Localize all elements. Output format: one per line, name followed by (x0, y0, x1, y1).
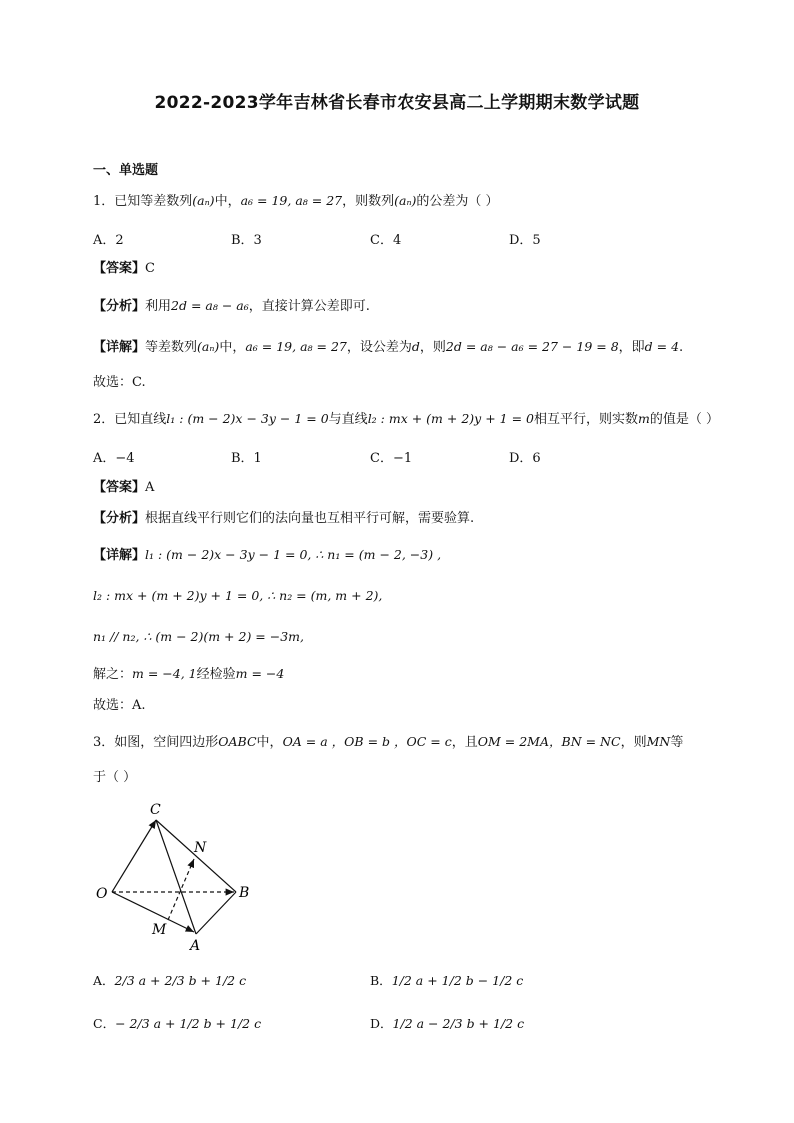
q1-condition: a₆ = 19, a₈ = 27 (240, 193, 343, 208)
solve-roots: m = −4, 1 (132, 666, 197, 681)
q3-option-d (370, 1014, 524, 1032)
q2-detail-line-2: l₂ : mx + (m + 2)y + 1 = 0, ∴ n₂ = (m, m + 2), (93, 588, 383, 603)
detail-math-3: d = 4 (644, 339, 680, 354)
label-c: C (150, 802, 161, 818)
q1-stem-text-d: 的公差为（ ） (416, 194, 499, 209)
option-label: D． (370, 1016, 393, 1031)
q2-detail-line-1 (93, 546, 441, 565)
answer-value: A (145, 480, 155, 495)
q3-conditions: OM = 2MA，BN = NC (477, 734, 621, 749)
q2-stem-text-c: 相互平行，则实数 (533, 412, 638, 427)
label-o: O (96, 886, 108, 902)
q1-seq-2: (aₙ) (394, 193, 417, 208)
q1-seq: (aₙ) (192, 193, 215, 208)
solve-label: 解之： (93, 667, 133, 682)
q3-tetrahedron-figure (88, 796, 268, 956)
q3-stem-text-a: 3．如图，空间四边形 (93, 735, 219, 750)
q1-analysis (93, 297, 370, 316)
analysis-math: 2d = a₈ − a₆ (171, 298, 249, 313)
option-expr: 1/2 a − 2/3 b + 1/2 c (392, 1016, 525, 1031)
q3-var-oabc: OABC (218, 734, 257, 749)
detail-math-1: a₆ = 19, a₈ = 27 (245, 339, 347, 354)
q3-vectors: OA = a ，OB = b ，OC = c (282, 734, 452, 749)
q3-stem-text-b: 中， (256, 735, 283, 750)
option-label: C． (93, 1016, 116, 1031)
q2-stem-text-b: 与直线 (328, 412, 368, 427)
q1-detail (93, 338, 683, 357)
label-m: M (152, 922, 167, 938)
detail-math-1: l₁ : (m − 2)x − 3y − 1 = 0, ∴ n₁ = (m − 2, −3) , (145, 547, 442, 562)
q1-stem-text-a: 1．已知等差数列 (93, 194, 193, 209)
option-label: B． (370, 973, 392, 988)
q3-stem (93, 733, 683, 752)
analysis-label: 【分析】 (93, 511, 146, 526)
q1-option-c: C．4 (370, 233, 402, 248)
verify-result: m = −4 (235, 666, 285, 681)
q3-stem-line-2: 于（ ） (93, 770, 137, 785)
q2-option-a: A．−4 (93, 451, 135, 466)
detail-math-2: 2d = a₈ − a₆ = 27 − 19 = 8 (445, 339, 619, 354)
edge-oc (112, 820, 156, 892)
label-a: A (190, 938, 201, 954)
q3-stem-text-d: ，则 (620, 735, 647, 750)
edge-ab (196, 892, 236, 934)
q3-option-c (93, 1014, 261, 1032)
q2-line-l2: l₂ : mx + (m + 2)y + 1 = 0 (367, 411, 534, 426)
q2-line-l1: l₁ : (m − 2)x − 3y − 1 = 0 (166, 411, 329, 426)
detail-text-e: ，则 (419, 340, 446, 355)
q2-stem (93, 410, 719, 429)
option-label: A． (93, 973, 115, 988)
q1-answer (93, 260, 155, 278)
answer-label: 【答案】 (93, 480, 146, 495)
q1-option-b: B．3 (231, 233, 262, 248)
analysis-text-b: ，直接计算公差即可. (248, 299, 370, 314)
q2-stem-text-a: 2．已知直线 (93, 412, 167, 427)
q1-option-d: D．5 (509, 233, 541, 248)
detail-text-g: . (679, 340, 684, 355)
detail-label: 【详解】 (93, 548, 146, 563)
verify-label: 经检验 (196, 667, 236, 682)
answer-label: 【答案】 (93, 261, 146, 276)
q3-vector-mn: MN (646, 734, 671, 749)
document-title: 2022-2023学年吉林省长春市农安县高二上学期期末数学试题 (154, 93, 640, 113)
analysis-text: 根据直线平行则它们的法向量也互相平行可解，需要验算. (145, 511, 475, 526)
q2-var-m: m (637, 411, 650, 426)
q2-detail-line-3: n₁ // n₂, ∴ (m − 2)(m + 2) = −3m, (93, 629, 304, 644)
option-expr: 1/2 a + 1/2 b − 1/2 c (391, 973, 524, 988)
q2-option-d: D．6 (509, 451, 541, 466)
detail-var-d: d (411, 339, 420, 354)
q2-option-b: B．1 (231, 451, 262, 466)
detail-seq: (aₙ) (197, 339, 220, 354)
option-expr: − 2/3 a + 1/2 b + 1/2 c (115, 1016, 262, 1031)
section-heading: 一、单选题 (93, 163, 159, 178)
detail-text-c: ，设公差为 (346, 340, 412, 355)
q2-option-c: C．−1 (370, 451, 413, 466)
option-expr: 2/3 a + 2/3 b + 1/2 c (114, 973, 247, 988)
q2-detail-line-4 (93, 665, 284, 684)
q1-stem-text-b: 中， (214, 194, 241, 209)
answer-value: C (145, 261, 155, 276)
analysis-label: 【分析】 (93, 299, 146, 314)
q1-stem (93, 192, 499, 211)
detail-label: 【详解】 (93, 340, 146, 355)
detail-text-f: ，即 (618, 340, 645, 355)
label-n: N (194, 840, 207, 856)
q2-answer (93, 479, 154, 497)
q2-choose: 故选：A. (93, 698, 146, 713)
q1-choose: 故选：C. (93, 375, 146, 390)
label-b: B (239, 885, 250, 901)
detail-text-a: 等差数列 (145, 340, 198, 355)
q3-option-a (93, 971, 246, 989)
q1-stem-text-c: ，则数列 (342, 194, 395, 209)
q2-stem-text-d: 的值是（ ） (649, 412, 719, 427)
analysis-text-a: 利用 (145, 299, 172, 314)
q2-analysis (93, 510, 474, 528)
q3-stem-text-e: 等 (670, 735, 684, 750)
q1-option-a: A．2 (93, 233, 124, 248)
q3-option-b (370, 971, 523, 989)
q3-stem-text-c: ，且 (451, 735, 478, 750)
detail-text-b: 中， (219, 340, 246, 355)
